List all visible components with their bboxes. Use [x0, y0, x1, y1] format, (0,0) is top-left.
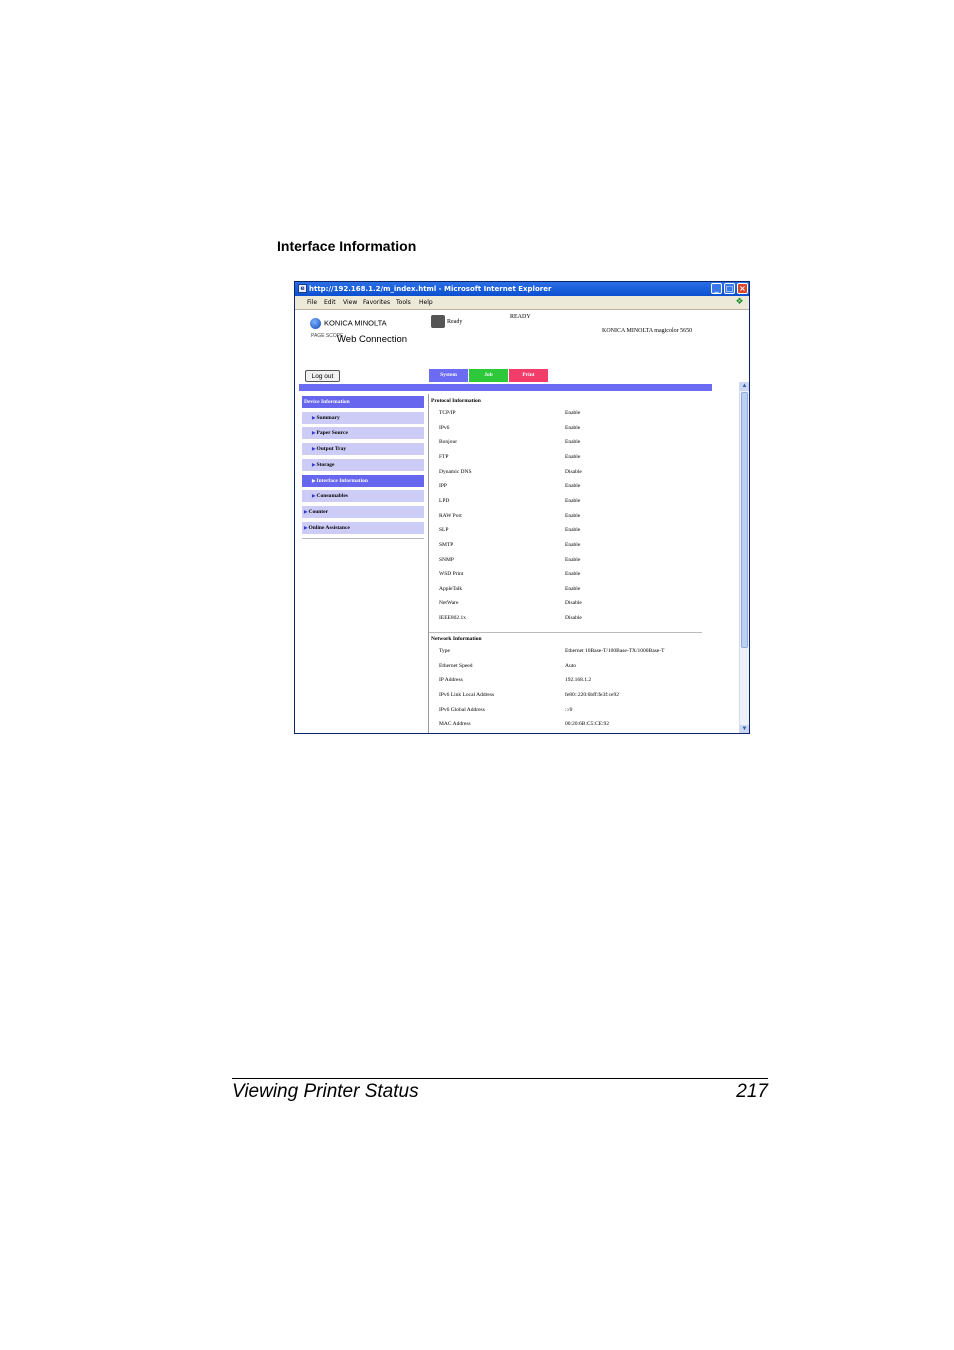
minimize-icon[interactable]: _ [711, 283, 722, 294]
tab-system[interactable]: System [429, 369, 468, 382]
web-connection-logo [311, 334, 407, 345]
arrow-right-icon: ▶ [304, 524, 308, 530]
arrow-right-icon: ▶ [312, 477, 316, 483]
protocol-row-value: Enable [565, 556, 581, 563]
sidebar-item-label: Summary [316, 414, 340, 421]
protocol-row-label: TCP/IP [439, 410, 456, 416]
protocol-row-label: Bonjour [439, 439, 458, 446]
network-row-label: IP Address [439, 677, 463, 684]
brand-logo [310, 318, 387, 329]
footer-title: Viewing Printer Status [232, 1081, 419, 1102]
network-row-value: 192.168.1.2 [565, 677, 592, 684]
arrow-right-icon: ▶ [312, 461, 316, 467]
globe-icon [310, 318, 321, 329]
sidebar-item[interactable] [302, 522, 424, 534]
protocol-row-label: SMTP [439, 541, 454, 548]
protocol-row-value: Disable [565, 615, 582, 622]
protocol-row-value: Enable [565, 410, 581, 416]
protocol-row-value: Enable [565, 541, 581, 548]
sidebar-item-label: Online Assistance [308, 524, 350, 531]
scroll-up-icon[interactable]: ▲ [741, 383, 748, 389]
network-section-title: Network Information [431, 636, 482, 642]
sidebar-item[interactable] [302, 506, 424, 518]
sidebar-item[interactable] [302, 459, 424, 471]
sidebar-item[interactable] [302, 396, 424, 408]
protocol-row-label: FTP [439, 453, 449, 460]
section-heading: Interface Information [277, 238, 417, 254]
menu-edit[interactable]: Edit [324, 299, 336, 306]
protocol-section-title: Protocol Information [431, 398, 481, 404]
windows-logo-icon: ❖ [735, 297, 744, 307]
tab-job[interactable]: Job [469, 369, 508, 382]
protocol-row-label: AppleTalk [439, 585, 463, 592]
protocol-row-label: WSD Print [439, 571, 464, 578]
tab-print[interactable]: Print [509, 369, 548, 382]
sidebar-item-label: Counter [308, 508, 329, 515]
printer-status-text: Ready [447, 318, 463, 325]
arrow-right-icon: ▶ [312, 430, 316, 436]
protocol-row-label: SNMP [439, 556, 454, 563]
network-row-value: fe80::220:6bff:fe3f:ce92 [565, 691, 619, 698]
menu-file[interactable]: File [307, 299, 318, 306]
sidebar-item[interactable] [302, 475, 424, 487]
arrow-right-icon: ▶ [312, 414, 316, 420]
network-row-label: IPv6 Global Address [439, 706, 485, 713]
network-row-label: Type [439, 648, 450, 654]
protocol-row-value: Enable [565, 497, 581, 504]
logout-button[interactable]: Log out [305, 370, 340, 382]
protocol-row-label: Dynamic DNS [439, 468, 472, 475]
arrow-right-icon: ▶ [312, 493, 316, 499]
network-row-value: Ethernet 10Base-T/100Base-TX/1000Base-T [565, 648, 665, 654]
menu-bar [295, 296, 749, 310]
scroll-down-icon[interactable]: ▼ [741, 726, 748, 732]
protocol-row-label: RAW Port [439, 512, 462, 519]
sidebar-item-label: Storage [316, 461, 335, 468]
protocol-row-value: Enable [565, 585, 581, 592]
sidebar-item-label: Paper Source [316, 430, 348, 437]
protocol-row-label: IEEE802.1x [439, 615, 467, 622]
vertical-scrollbar[interactable] [739, 382, 749, 734]
protocol-row-value: Enable [565, 439, 581, 446]
printer-status [431, 315, 462, 328]
maximize-icon[interactable]: □ [725, 284, 734, 293]
close-icon[interactable]: × [737, 283, 748, 294]
ie-page-icon: e [298, 284, 307, 293]
protocol-row-label: SLP [439, 527, 449, 534]
protocol-row-value: Enable [565, 527, 581, 534]
title-bar [295, 282, 749, 296]
brand-name: KONICA MINOLTA [324, 318, 387, 328]
protocol-row-value: Enable [565, 453, 581, 460]
window-title: http://192.168.1.2/m_index.html - Microsoft Internet Explorer [309, 285, 552, 293]
header-divider [299, 384, 712, 391]
printer-model: KONICA MINOLTA magicolor 5650 [602, 328, 693, 334]
protocol-row-label: IPv6 [439, 424, 450, 431]
network-row-label: MAC Address [439, 721, 471, 728]
menu-help[interactable]: Help [419, 299, 433, 306]
protocol-row-label: NetWare [439, 600, 459, 607]
menu-tools[interactable]: Tools [396, 299, 411, 306]
sidebar-item-label: Interface Information [316, 477, 368, 484]
arrow-right-icon: ▶ [304, 508, 308, 514]
protocol-row-value: Enable [565, 571, 581, 578]
network-row-value: 00:20:6B:C5:CE:92 [565, 721, 610, 728]
sidebar-item[interactable] [302, 427, 424, 439]
protocol-row-value: Enable [565, 512, 581, 519]
page-number: 217 [736, 1081, 768, 1102]
sidebar-item-label: Output Tray [316, 446, 347, 453]
sidebar-item[interactable] [302, 412, 424, 424]
network-row-value: ::/0 [565, 706, 573, 713]
protocol-row-value: Enable [565, 424, 581, 431]
section-divider [429, 632, 702, 633]
footer-rule [232, 1078, 768, 1079]
menu-favorites[interactable]: Favorites [363, 299, 391, 306]
protocol-row-value: Enable [565, 483, 581, 490]
browser-window [294, 281, 750, 734]
network-row-label: IPv6 Link Local Address [439, 691, 495, 698]
protocol-row-value: Disable [565, 468, 582, 475]
pagescope-logo: PAGE SCOPE [311, 333, 344, 339]
arrow-right-icon: ▶ [312, 446, 316, 452]
page-content [295, 310, 740, 734]
sidebar-bottom-rule [302, 538, 424, 539]
sidebar-item-label: Device Information [304, 399, 350, 405]
menu-view[interactable]: View [343, 299, 358, 306]
status-main: READY [510, 314, 531, 320]
printer-icon [431, 315, 445, 328]
protocol-row-value: Disable [565, 600, 582, 607]
protocol-row-label: LPD [439, 497, 450, 504]
web-connection-text: Web Connection [337, 334, 408, 346]
sidebar-item-label: Consumables [316, 493, 348, 500]
network-row-label: Ethernet Speed [439, 662, 473, 669]
column-divider [428, 394, 429, 734]
sidebar-item[interactable] [302, 443, 424, 455]
protocol-row-label: IPP [439, 483, 447, 490]
scroll-thumb[interactable] [741, 392, 748, 648]
sidebar-item[interactable] [302, 490, 424, 502]
network-row-value: Auto [565, 662, 576, 669]
